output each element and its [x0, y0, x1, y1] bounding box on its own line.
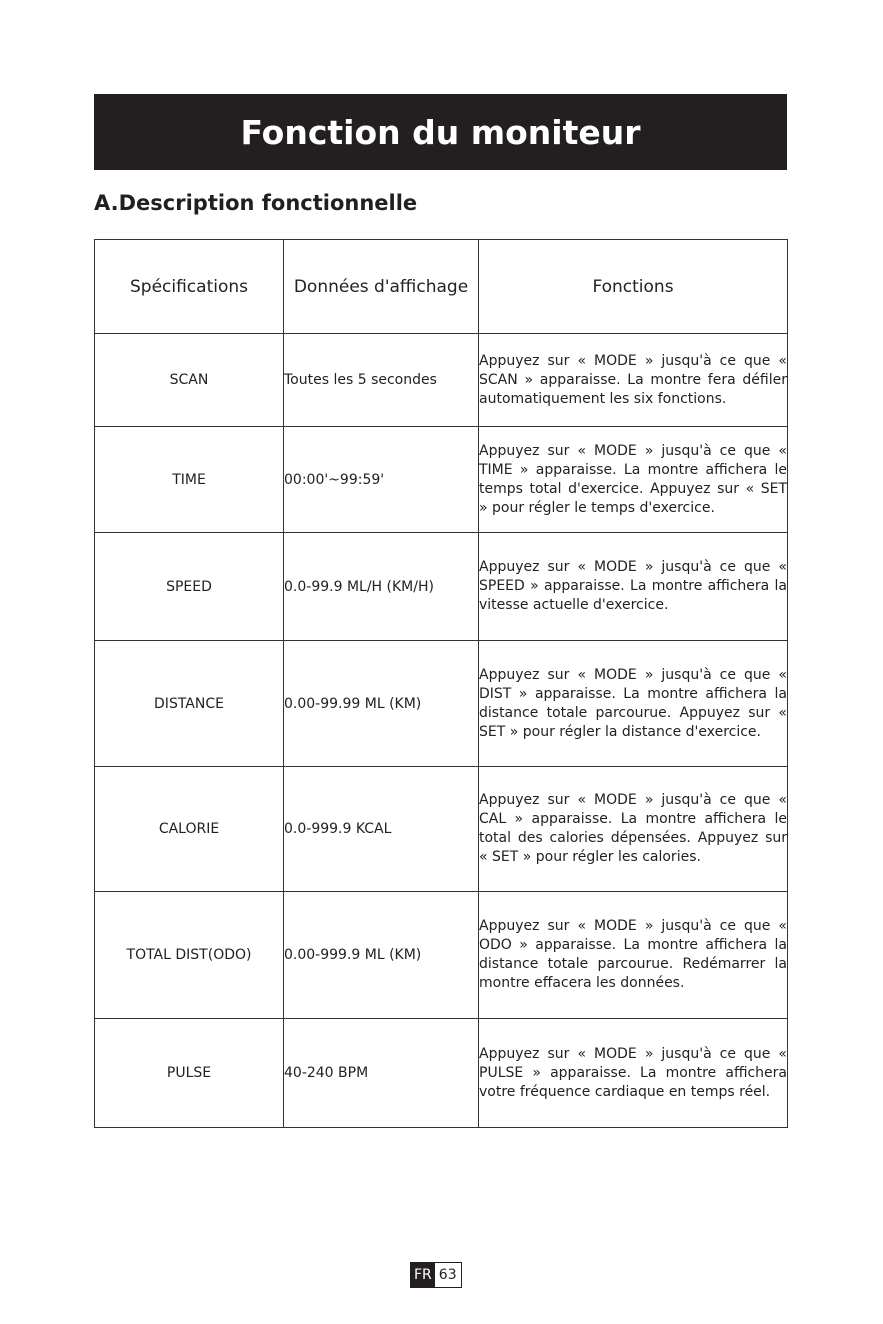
spec-cell: DISTANCE: [95, 641, 284, 767]
display-cell: 40-240 BPM: [284, 1019, 479, 1128]
column-header-specifications: Spécifications: [95, 240, 284, 334]
language-code: FR: [411, 1263, 435, 1287]
function-table: [94, 239, 788, 1128]
display-cell: 0.0-99.9 ML/H (KM/H): [284, 533, 479, 641]
table-row: [95, 641, 788, 767]
function-cell: Appuyez sur « MODE » jusqu'à ce que « ODO » apparaisse. La montre affichera la distance totale parcourue. Redémarrer la montre effacera les données.: [479, 892, 788, 1019]
spec-cell: CALORIE: [95, 767, 284, 892]
table-header-row: [95, 240, 788, 334]
title-banner: [94, 94, 787, 170]
display-cell: 00:00'~99:59': [284, 427, 479, 533]
spec-cell: PULSE: [95, 1019, 284, 1128]
column-header-functions: Fonctions: [479, 240, 788, 334]
display-cell: 0.0-999.9 KCAL: [284, 767, 479, 892]
page-number-badge: [410, 1262, 462, 1288]
page-number: 63: [438, 1267, 457, 1283]
spec-cell: TIME: [95, 427, 284, 533]
function-cell: Appuyez sur « MODE » jusqu'à ce que « TIME » apparaisse. La montre affichera le temps total d'exercice. Appuyez sur « SET » pour régler le temps d'exercice.: [479, 427, 788, 533]
spec-cell: SCAN: [95, 334, 284, 427]
table-row: [95, 334, 788, 427]
function-cell: Appuyez sur « MODE » jusqu'à ce que « DIST » apparaisse. La montre affichera la distance totale parcourue. Appuyez sur « SET » pour régler la distance d'exercice.: [479, 641, 788, 767]
table-row: [95, 1019, 788, 1128]
table-row: [95, 533, 788, 641]
page-title: Fonction du moniteur: [240, 112, 641, 152]
display-cell: Toutes les 5 secondes: [284, 334, 479, 427]
function-cell: Appuyez sur « MODE » jusqu'à ce que « CAL » apparaisse. La montre affichera le total des calories dépensées. Appuyez sur « SET » pour régler les calories.: [479, 767, 788, 892]
column-header-display-data: Données d'affichage: [284, 240, 479, 334]
section-heading: A.Description fonctionnelle: [94, 191, 418, 215]
display-cell: 0.00-999.9 ML (KM): [284, 892, 479, 1019]
display-cell: 0.00-99.99 ML (KM): [284, 641, 479, 767]
table-row: [95, 892, 788, 1019]
table-row: [95, 767, 788, 892]
function-cell: Appuyez sur « MODE » jusqu'à ce que « SPEED » apparaisse. La montre affichera la vitesse actuelle d'exercice.: [479, 533, 788, 641]
table-row: [95, 427, 788, 533]
function-cell: Appuyez sur « MODE » jusqu'à ce que « PULSE » apparaisse. La montre affichera votre fréquence cardiaque en temps réel.: [479, 1019, 788, 1128]
spec-cell: TOTAL DIST(ODO): [95, 892, 284, 1019]
spec-cell: SPEED: [95, 533, 284, 641]
function-cell: Appuyez sur « MODE » jusqu'à ce que « SCAN » apparaisse. La montre fera défiler automatiquement les six fonctions.: [479, 334, 788, 427]
